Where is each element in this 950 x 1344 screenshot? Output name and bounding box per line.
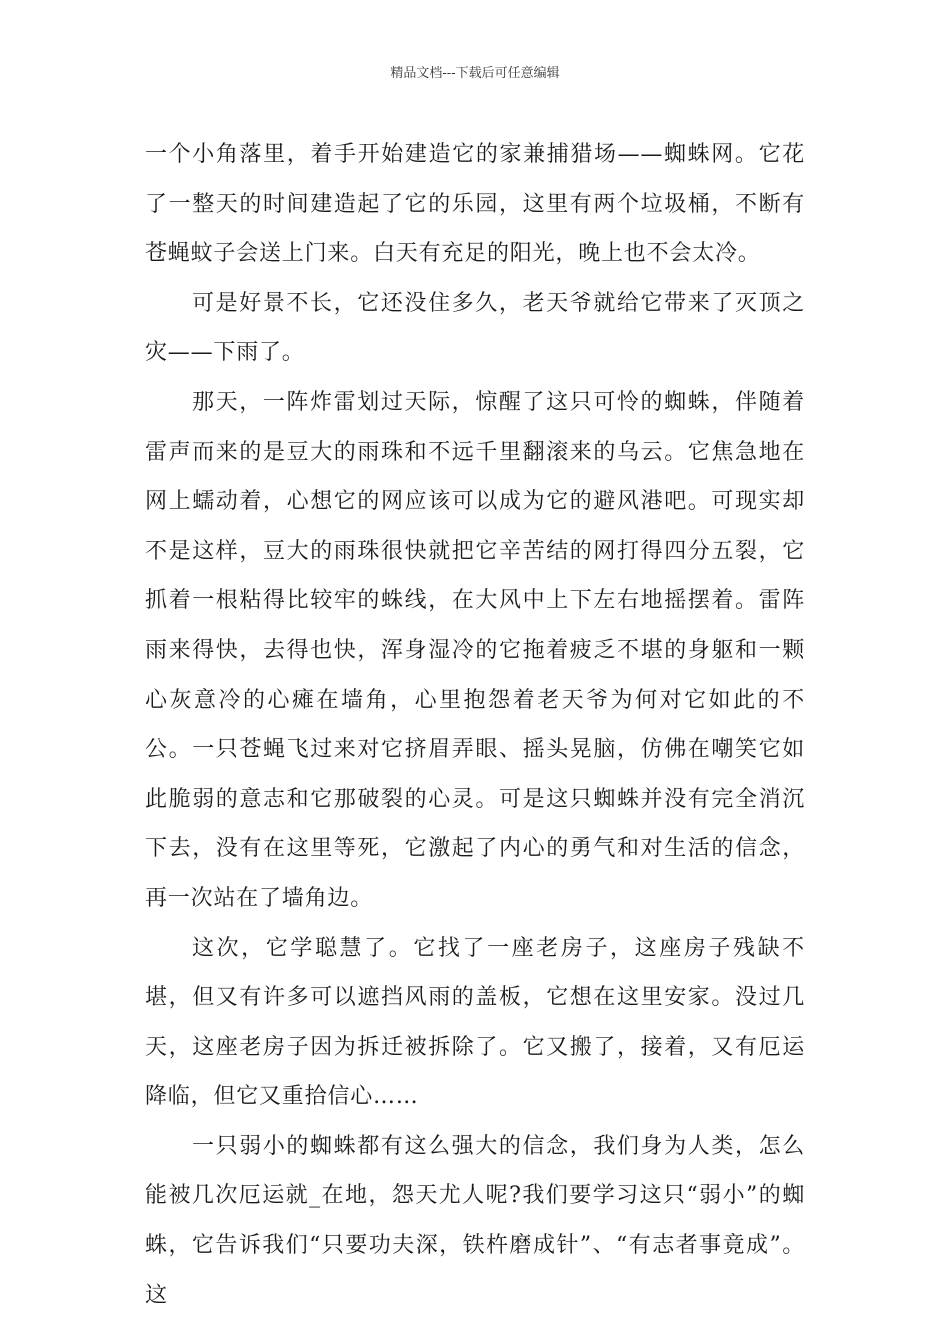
paragraph-3: 那天，一阵炸雷划过天际，惊醒了这只可怜的蜘蛛，伴随着雷声而来的是豆大的雨珠和不远千里翻滚来的乌云。它焦急地在网上蠕动着，心想它的网应该可以成为它的避风港吧。可现实却不是这样，豆大的雨珠很快就把它辛苦结的网打得四分五裂，它抓着一根粘得比较牢的蛛线，在大风中上下左右地摇摆着。雷阵雨来得快，去得也快，浑身湿冷的它拖着疲乏不堪的身躯和一颗心灰意冷的心瘫在墙角，心里抱怨着老天爷为何对它如此的不公。一只苍蝇飞过来对它挤眉弄眼、摇头晃脑，仿佛在嘲笑它如此脆弱的意志和它那破裂的心灵。可是这只蜘蛛并没有完全消沉下去，没有在这里等死，它激起了内心的勇气和对生活的信念，再一次站在了墙角边。 <box>145 389 805 911</box>
paragraph-4: 这次，它学聪慧了。它找了一座老房子，这座房子残缺不堪，但又有许多可以遮挡风雨的盖板，它想在这里安家。没过几天，这座老房子因为拆迁被拆除了。它又搬了，接着，又有厄运降临，但它又重拾信心…… <box>145 935 805 1110</box>
paragraph-5: 一只弱小的蜘蛛都有这么强大的信念，我们身为人类，怎么能被几次厄运就_在地，怨天尤人呢?我们要学习这只“弱小”的蜘蛛，它告诉我们“只要功夫深，铁杵磨成针”、“有志者事竟成”。这 <box>145 1133 805 1308</box>
paragraph-2: 可是好景不长，它还没住多久，老天爷就给它带来了灭顶之灾——下雨了。 <box>145 290 805 366</box>
document-body <box>145 130 805 1320</box>
page-header: 精品文档---下载后可任意编辑 <box>390 66 560 81</box>
paragraph-1: 一个小角落里，着手开始建造它的家兼捕猎场——蜘蛛网。它花了一整天的时间建造起了它的乐园，这里有两个垃圾桶，不断有苍蝇蚊子会送上门来。白天有充足的阳光，晚上也不会太冷。 <box>145 142 805 267</box>
